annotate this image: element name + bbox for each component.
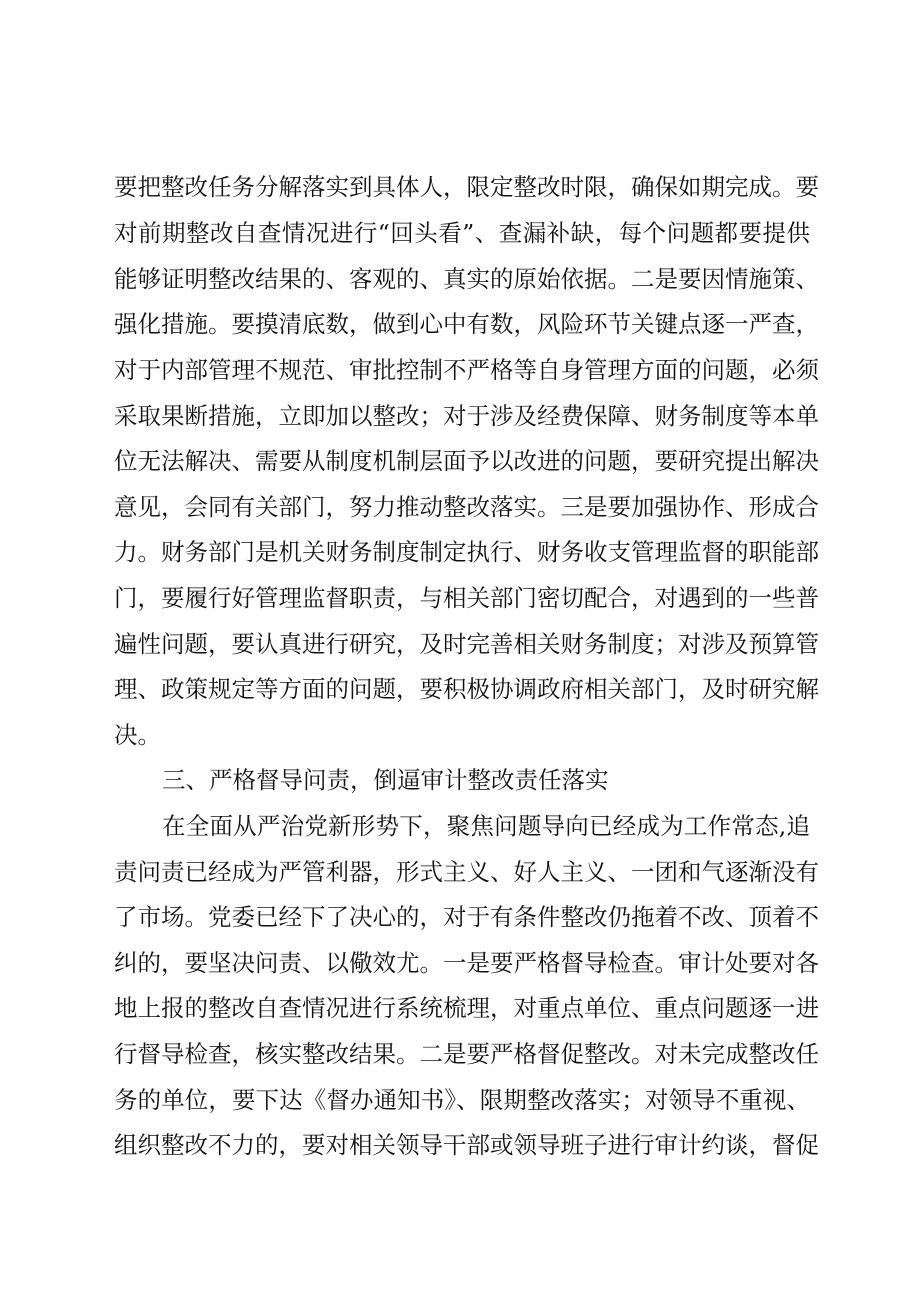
paragraph-line: 门，要履行好管理监督职责，与相关部门密切配合，对遇到的一些普	[114, 584, 819, 612]
paragraph-line: 力。财务部门是机关财务制度制定执行、财务收支管理监督的职能部	[114, 538, 819, 566]
paragraph-line: 能够证明整改结果的、客观的、真实的原始依据。二是要因情施策、	[114, 265, 819, 293]
paragraph-line: 地上报的整改自查情况进行系统梳理，对重点单位、重点问题逐一进	[114, 994, 819, 1022]
paragraph-line: 责问责已经成为严管利器，形式主义、好人主义、一团和气逐渐没有	[114, 858, 819, 886]
paragraph-line: 对前期整改自查情况进行“回头看”、查漏补缺，每个问题都要提供	[114, 219, 810, 247]
paragraph-line: 对于内部管理不规范、审批控制不严格等自身管理方面的问题，必须	[114, 356, 819, 384]
paragraph-line: 组织整改不力的，要对相关领导干部或领导班子进行审计约谈，督促	[114, 1131, 819, 1159]
paragraph-first-line: 在全面从严治党新形势下，聚焦问题导向已经成为工作常态,追	[162, 812, 810, 840]
paragraph-line: 要把整改任务分解落实到具体人，限定整改时限，确保如期完成。要	[114, 173, 819, 201]
section-heading: 三、严格督导问责，倒逼审计整改责任落实	[162, 766, 609, 794]
paragraph-line: 采取果断措施，立即加以整改；对于涉及经费保障、财务制度等本单	[114, 402, 819, 430]
paragraph-line: 务的单位，要下达《督办通知书》、限期整改落实；对领导不重视、	[114, 1086, 810, 1114]
paragraph-last-line: 决。	[114, 721, 161, 749]
paragraph-line: 了市场。党委已经下了决心的，对于有条件整改仍拖着不改、顶着不	[114, 903, 819, 931]
paragraph-line: 行督导检查，核实整改结果。二是要严格督促整改。对未完成整改任	[114, 1040, 819, 1068]
paragraph-line: 理、政策规定等方面的问题，要积极协调政府相关部门，及时研究解	[114, 675, 819, 703]
paragraph-line: 遍性问题，要认真进行研究，及时完善相关财务制度；对涉及预算管	[114, 630, 819, 658]
paragraph-line: 意见，会同有关部门，努力推动整改落实。三是要加强协作、形成合	[114, 493, 819, 521]
paragraph-line: 强化措施。要摸清底数，做到心中有数，风险环节关键点逐一严查，	[114, 310, 819, 338]
paragraph-line: 位无法解决、需要从制度机制层面予以改进的问题，要研究提出解决	[114, 447, 819, 475]
paragraph-line: 纠的，要坚决问责、以儆效尤。一是要严格督导检查。审计处要对各	[114, 949, 819, 977]
